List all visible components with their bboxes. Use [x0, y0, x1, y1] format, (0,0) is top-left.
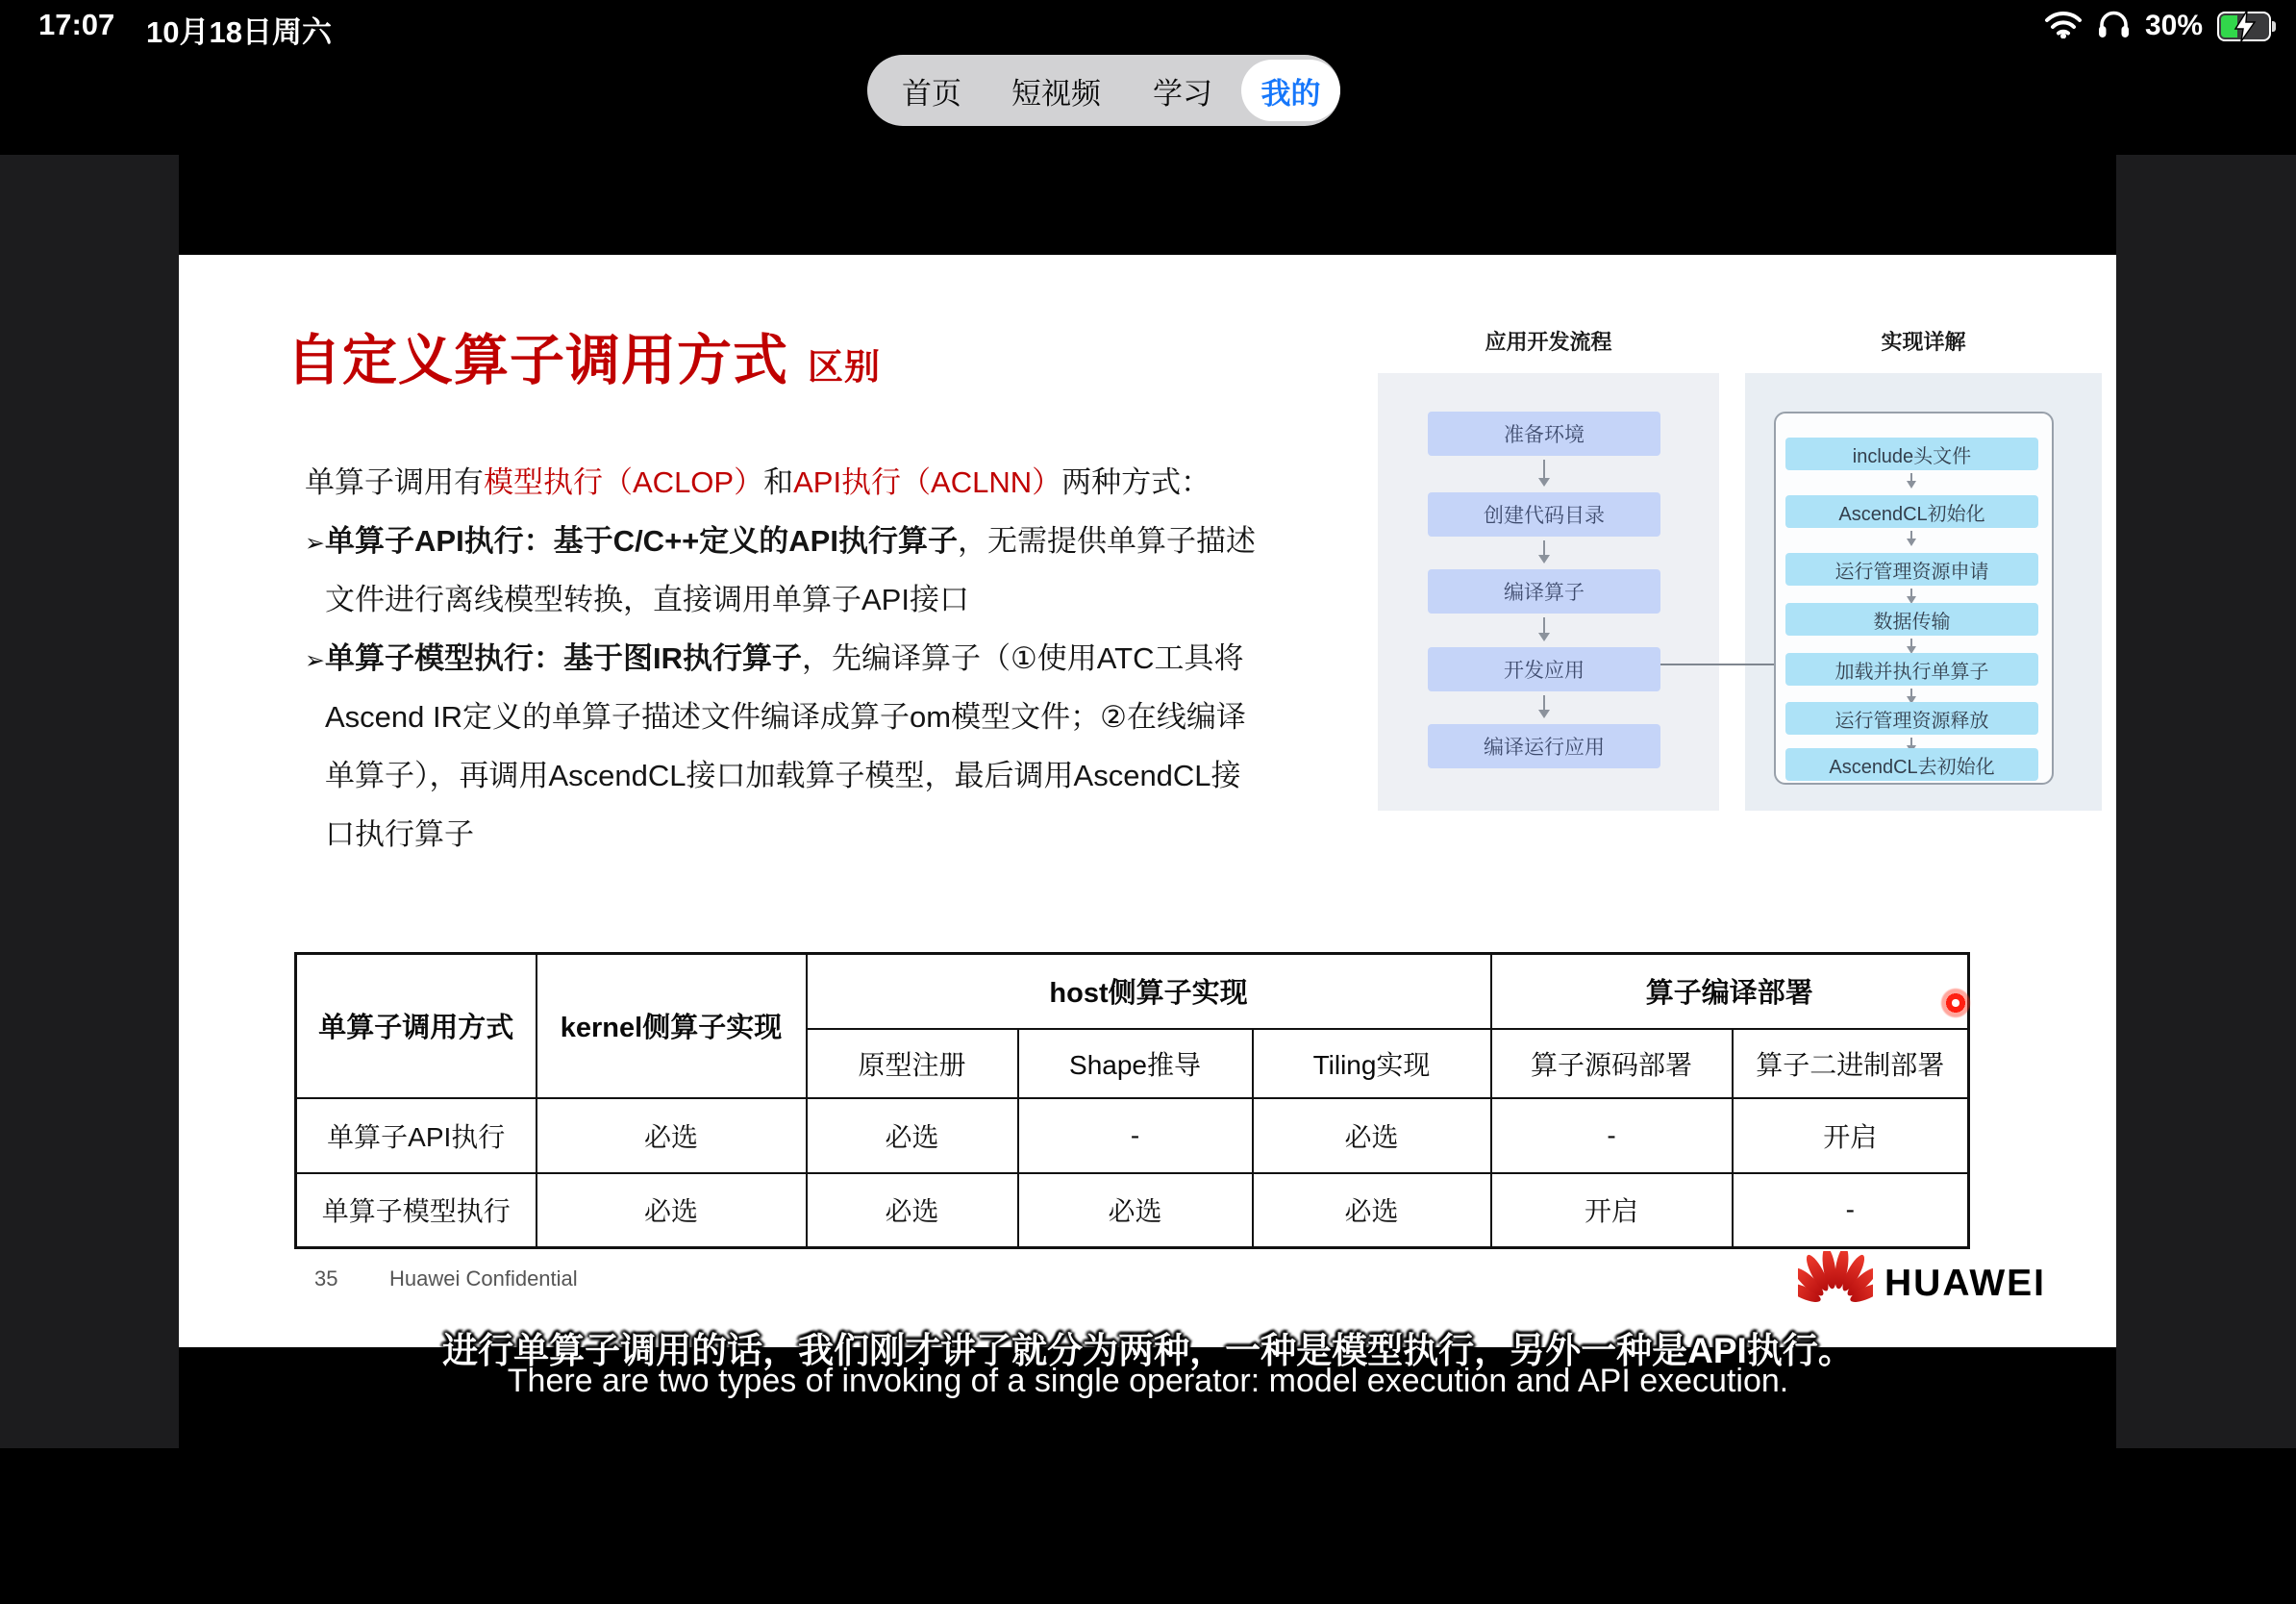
table-cell: 开启	[1491, 1173, 1733, 1248]
tab-home[interactable]: 首页	[902, 76, 961, 111]
sub-header: Shape推导	[1018, 1029, 1253, 1098]
wifi-icon	[2044, 10, 2083, 43]
table-cell: -	[1018, 1098, 1253, 1173]
table-cell: -	[1733, 1173, 1969, 1248]
bullet-arrow-icon: ➢	[305, 530, 325, 557]
flow-step: 开发应用	[1428, 647, 1660, 691]
flow-step: 编译算子	[1428, 569, 1660, 614]
tab-mine-active[interactable]: 我的	[1241, 60, 1340, 121]
table-cell: 开启	[1733, 1098, 1969, 1173]
battery-percent: 30%	[2144, 10, 2203, 41]
sub-header: 算子源码部署	[1491, 1029, 1733, 1098]
down-arrow-icon	[1910, 639, 1912, 652]
bullet-1-line-1: ➢单算子API执行：基于C/C++定义的API执行算子，无需提供单算子描述	[305, 512, 1256, 570]
laser-pointer-dot	[1938, 986, 1973, 1020]
group-header-deploy: 算子编译部署	[1491, 954, 1969, 1029]
bullet-2-line-3: 单算子），再调用AscendCL接口加载算子模型，最后调用AscendCL接	[325, 759, 1241, 792]
subtitle-english: There are two types of invoking of a single operator: model execution and API execution.	[507, 1363, 1789, 1399]
top-tab-bar	[867, 55, 1340, 126]
bullet-1-line-2: 文件进行离线模型转换，直接调用单算子API接口	[325, 583, 969, 616]
operator-comparison-table	[294, 952, 1970, 1249]
flow-step: 创建代码目录	[1428, 492, 1660, 537]
slide-title-note: 区别	[808, 347, 881, 387]
down-arrow-icon	[1910, 689, 1912, 702]
sub-header: 原型注册	[807, 1029, 1018, 1098]
confidential-label: Huawei Confidential	[389, 1266, 578, 1291]
dev-flow-panel	[1378, 373, 1719, 811]
impl-flow-inner-box	[1774, 412, 2054, 785]
flow-step: include头文件	[1785, 438, 2038, 470]
flow-connector-line	[1660, 664, 1774, 665]
intro-line: 单算子调用有模型执行（ACLOP）和API执行（ACLNN）两种方式：	[305, 465, 1211, 499]
table-cell: 必选	[1253, 1098, 1491, 1173]
battery-charging-icon	[2217, 12, 2271, 41]
tab-short-video[interactable]: 短视频	[1011, 76, 1101, 111]
group-header-host: host侧算子实现	[807, 954, 1491, 1029]
dev-flow-title: 应用开发流程	[1485, 330, 1612, 354]
table-cell: -	[1491, 1098, 1733, 1173]
table-cell: 必选	[807, 1173, 1018, 1248]
status-right-cluster	[2044, 8, 2271, 44]
bullet-2-line-2: Ascend IR定义的单算子描述文件编译成算子om模型文件；②在线编译	[325, 700, 1246, 734]
row-label: 单算子API执行	[296, 1098, 537, 1173]
bullet-arrow-icon: ➢	[305, 647, 325, 674]
tab-learn[interactable]: 学习	[1153, 76, 1212, 111]
page-number: 35	[314, 1266, 338, 1291]
table-cell: 必选	[1253, 1173, 1491, 1248]
huawei-wordmark: HUAWEI	[1884, 1263, 2046, 1304]
bullet-2-line-1: ➢单算子模型执行：基于图IR执行算子，先编译算子（①使用ATC工具将	[305, 629, 1256, 688]
slide-title: 自定义算子调用方式 区别	[287, 330, 881, 391]
table-cell: 必选	[807, 1098, 1018, 1173]
headphones-icon	[2097, 9, 2131, 44]
impl-flow-title: 实现详解	[1881, 330, 1966, 354]
slide-frame	[179, 255, 2116, 1347]
status-time: 17:07	[38, 8, 115, 41]
flow-step: 编译运行应用	[1428, 724, 1660, 768]
table-cell: 必选	[1018, 1173, 1253, 1248]
down-arrow-icon	[1910, 589, 1912, 602]
table-row	[296, 1098, 1969, 1173]
col-header-kernel: kernel侧算子实现	[537, 954, 807, 1098]
down-arrow-icon	[1543, 695, 1545, 716]
flow-step: 加载并执行单算子	[1785, 653, 2038, 686]
row-label: 单算子模型执行	[296, 1173, 537, 1248]
impl-flow-panel	[1745, 373, 2102, 811]
table-cell: 必选	[537, 1173, 807, 1248]
flow-step: 运行管理资源释放	[1785, 702, 2038, 735]
down-arrow-icon	[1910, 531, 1912, 544]
down-arrow-icon	[1543, 540, 1545, 562]
huawei-logo-icon	[1798, 1251, 1873, 1317]
flow-step: AscendCL初始化	[1785, 495, 2038, 528]
huawei-brand	[1798, 1253, 2046, 1315]
table-row	[296, 1173, 1969, 1248]
subtitle-chinese: 进行单算子调用的话，我们刚才讲了就分为两种，一种是模型执行，另外一种是API执行。	[442, 1331, 1854, 1370]
down-arrow-icon	[1543, 460, 1545, 485]
flow-step: 数据传输	[1785, 603, 2038, 636]
flow-step: 运行管理资源申请	[1785, 553, 2038, 586]
down-arrow-icon	[1910, 473, 1912, 487]
table-cell: 必选	[537, 1098, 807, 1173]
flow-step: 准备环境	[1428, 412, 1660, 456]
sub-header: 算子二进制部署	[1733, 1029, 1969, 1098]
down-arrow-icon	[1543, 617, 1545, 639]
slide-body-text	[305, 453, 1256, 864]
col-header-method: 单算子调用方式	[296, 954, 537, 1098]
sub-header: Tiling实现	[1253, 1029, 1491, 1098]
status-date: 10月18日周六	[146, 15, 332, 49]
bullet-2-line-4: 口执行算子	[325, 817, 474, 851]
flow-step: AscendCL去初始化	[1785, 748, 2038, 781]
